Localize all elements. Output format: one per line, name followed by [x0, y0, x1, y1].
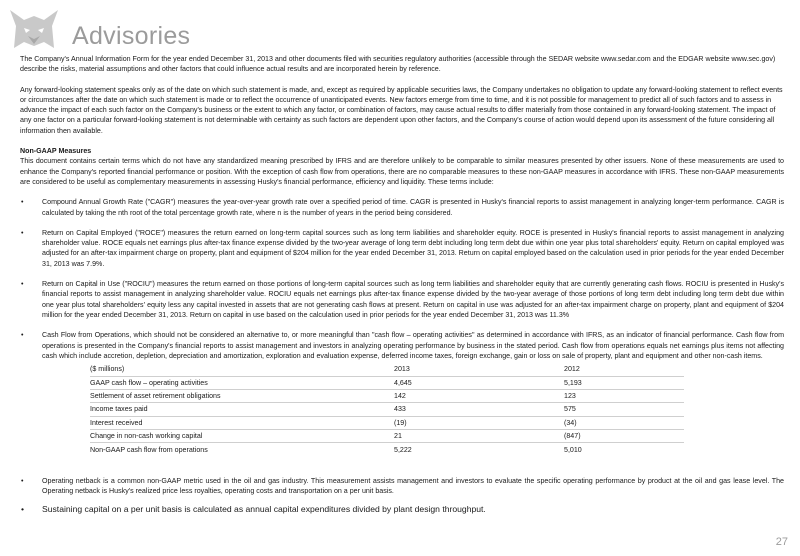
- table-row: [90, 389, 684, 402]
- table-header-cell: 2012: [564, 363, 684, 376]
- bullet-text: Operating netback is a common non-GAAP metric used in the oil and gas industry. This measurement assists management and investors to evaluate the specific operating performance by product at the oil and gas lease level. The Operating netback is Husky's realized price less royalties, operating costs and transportation on a per unit basis.: [42, 476, 784, 496]
- bullet-dot: •: [21, 504, 25, 515]
- bullet-sustaining-capital: [20, 504, 784, 514]
- table-cell: (19): [394, 416, 564, 429]
- bullet-text: Return on Capital in Use ("ROCIU") measures the return earned on those portions of long-term capital sources such as long term liabilities and shareholder equity that are currently generating cash flows. ROCIU is presented in Husky's financial reports to assist management in analyzing shareholder value. ROCIU equals net earnings plus after-tax finance expense divided by the two-year average of those portions of long term debt including long term debt due within one year plus total shareholders' equity less any capital invested in assets that are not generating cash flows at present. Return on capital in use was adjusted for an after-tax impairment charge on property, plant and equipment of $204 million for the year ended December 31, 2013. Return on capital in use based on the calculation used in prior periods for the year ended December 31, 2013 was 11.3%: [42, 280, 784, 319]
- table-row: [90, 430, 684, 443]
- table-row: [90, 403, 684, 416]
- bullet-cagr: [20, 197, 784, 218]
- table-cell: 5,010: [564, 445, 582, 454]
- table-cell: (34): [564, 416, 684, 429]
- document-body: [20, 54, 784, 515]
- table-header-row: [90, 363, 684, 376]
- bullet-dot: •: [21, 280, 24, 289]
- table-cell: Non-GAAP cash flow from operations: [90, 445, 208, 454]
- bullet-text: Compound Annual Growth Rate ("CAGR") measures the year-over-year growth rate over a specified period of time. CAGR is presented in Husky's financial reports to assist management in analyzing longer-term performance. CAGR is calculated by taking the nth root of the total percentage growth rate, where n is the number of years in the period being considered.: [42, 198, 784, 217]
- bullet-dot: •: [21, 331, 24, 340]
- table-header-cell: 2013: [394, 363, 564, 376]
- table-cell: 142: [394, 389, 564, 402]
- page-number: 27: [775, 536, 788, 548]
- bullet-dot: •: [21, 476, 24, 485]
- table-cell: 123: [564, 389, 684, 402]
- section-heading-non-gaap: Non-GAAP Measures: [20, 147, 92, 156]
- table-cell: Income taxes paid: [90, 403, 394, 416]
- table-cell: 21: [394, 430, 564, 443]
- intro-paragraph-2: Any forward-looking statement speaks only as of the date on which such statement is made, and, except as required by applicable securities laws, the Company undertakes no obligation to update any forward-looking statement to reflect events or circumstances after the date on which such statement is made or to reflect the occurrence of unanticipated events. New factors emerge from time to time, and it is not possible for management to predict all of such factors and to assess in advance the impact of each such factor on the Company's business or the extent to which any factor, or combination of factors, may cause actual results to differ materially from those contained in any forward-looking statement. The impact of any one factor on a particular forward-looking statement is not determinable with certainty as such factors are dependent upon other factors, and the Company's course of action would depend upon its assessment of the future considering all information then available.: [20, 85, 783, 135]
- intro-paragraph-1: The Company's Annual Information Form for the year ended December 31, 2013 and other documents filed with securities regulatory authorities (accessible through the SEDAR website www.sedar.com and the EDGAR website www.sec.gov) describe the risks, material assumptions and other factors that could influence actual results and are incorporated herein by reference.: [20, 55, 776, 74]
- table-row: [90, 416, 684, 429]
- bullet-cash-flow: [20, 330, 784, 361]
- bullet-operating-netback: [20, 476, 784, 497]
- non-gaap-intro: This document contains certain terms which do not have any standardized meaning prescribed by IFRS and are therefore unlikely to be comparable to similar measures presented by other issuers. None of these measurements are used to enhance the Company's reported financial performance or position. With the exception of cash flow from operations, there are no comparable measures to these non-GAAP measures in accordance with IFRS. These non-GAAP measurements are considered to be useful as complementary measurements in assessing Husky's financial performance, efficiency and liquidity. These terms include:: [20, 157, 784, 186]
- table-row: [90, 376, 684, 389]
- cash-flow-table: [90, 363, 684, 456]
- table-cell: Settlement of asset retirement obligations: [90, 389, 394, 402]
- table-cell: Change in non-cash working capital: [90, 430, 394, 443]
- table-cell: GAAP cash flow – operating activities: [90, 376, 394, 389]
- table-cell: 5,193: [564, 376, 684, 389]
- bullet-rociu: [20, 279, 784, 320]
- bullet-text: Return on Capital Employed ("ROCE") measures the return earned on long-term capital sources such as long term liabilities and shareholder equity. ROCE is presented in Husky's financial reports to assist management in analyzing shareholder value. ROCE equals net earnings plus after-tax finance expense divided by the two-year average of long term debt including long term debt due within one year plus total shareholders' equity. Return on capital employed was adjusted for an after-tax impairment charge on property, plant and equipment of $204 million for the year ended December 31, 2013. Return on capital employed based on the calculation used in prior periods for the year ended December 31, 2013 was 7.9%.: [42, 228, 784, 268]
- page-title: Advisories: [72, 22, 191, 50]
- bullet-roce: [20, 228, 784, 269]
- bullet-text: Cash Flow from Operations, which should not be considered an alternative to, or more meaningful than "cash flow – operating activities" as determined in accordance with IFRS, as an indicator of financial performance. Cash flow from operations is presented in the Company's financial reports to assist management and investors in analyzing operating performance by business in the stated period. Cash flow from operations equals net earnings plus items not affecting cash which include accretion, depletion, depreciation and amortization, exploration and evaluation expense, deferred income taxes, foreign exchange, gain or loss on sale of property, plant and equipment and other non-cash items.: [42, 331, 784, 360]
- table-cell: 5,222: [394, 445, 412, 454]
- table-cell: 575: [564, 403, 684, 416]
- bullet-dot: •: [21, 228, 24, 237]
- husky-dog-logo-icon: [6, 6, 62, 50]
- table-cell: (847): [564, 430, 684, 443]
- table-header-cell: ($ millions): [90, 363, 394, 376]
- table-cell: Interest received: [90, 416, 394, 429]
- table-cell: 433: [394, 403, 564, 416]
- table-row: [90, 443, 684, 456]
- bullet-text: Sustaining capital on a per unit basis is calculated as annual capital expenditures divided by plant design throughput.: [42, 504, 486, 515]
- bullet-dot: •: [21, 198, 24, 207]
- table-cell: 4,645: [394, 376, 564, 389]
